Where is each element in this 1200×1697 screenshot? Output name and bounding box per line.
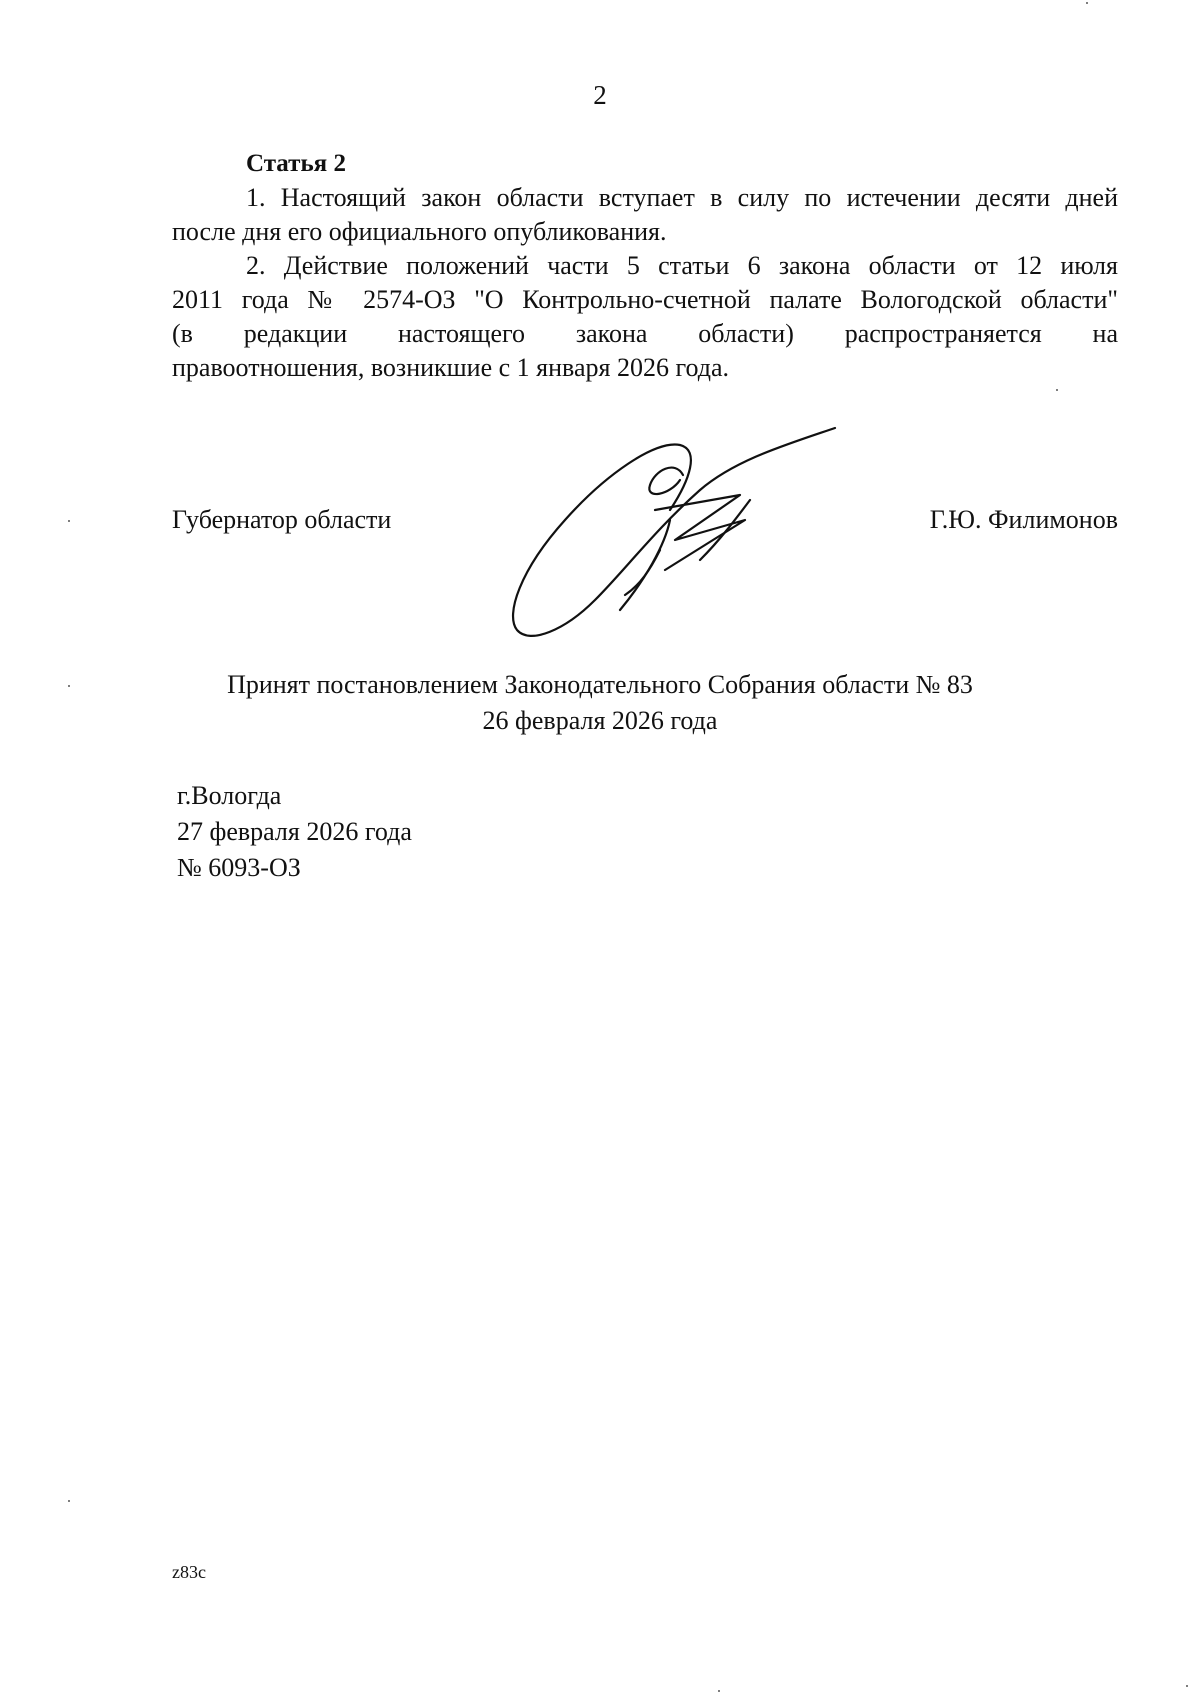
article-paragraph-2 bbox=[172, 249, 1118, 385]
adoption-line-2: 26 февраля 2026 года bbox=[482, 706, 718, 735]
signing-date: 27 февраля 2026 года bbox=[177, 817, 412, 846]
paragraph-1-line-1: 1. Настоящий закон области вступает в силу по истечении десяти дней bbox=[246, 183, 1118, 212]
governor-title: Губернатор области bbox=[172, 505, 392, 534]
law-number: № 6093-ОЗ bbox=[177, 853, 301, 882]
paragraph-2-line-2: 2011 года № 2574-ОЗ "О Контрольно-счетной палате Вологодской области" bbox=[172, 285, 1118, 314]
article-title: Статья 2 bbox=[246, 150, 346, 177]
scan-speck bbox=[1086, 2, 1088, 4]
scan-speck bbox=[718, 1690, 720, 1692]
article-paragraph-1 bbox=[172, 181, 1118, 249]
scan-speck bbox=[68, 1500, 70, 1502]
adoption-line-1: Принят постановлением Законодательного Собрания области № 83 bbox=[227, 670, 973, 699]
footer-code: z83c bbox=[172, 1562, 206, 1582]
place-date-block bbox=[177, 778, 412, 886]
scan-speck bbox=[1186, 1685, 1188, 1687]
city: г.Вологда bbox=[177, 781, 282, 810]
paragraph-2-line-4: правоотношения, возникшие с 1 января 2026 года. bbox=[172, 353, 730, 382]
paragraph-2-line-1: 2. Действие положений части 5 статьи 6 закона области от 12 июля bbox=[246, 251, 1118, 280]
handwritten-signature bbox=[505, 420, 845, 645]
paragraph-2-line-3: (в редакции настоящего закона области) распространяется на bbox=[172, 319, 1118, 348]
scan-speck bbox=[1056, 389, 1058, 391]
paragraph-1-line-2: после дня его официального опубликования. bbox=[172, 217, 667, 246]
adoption-note bbox=[0, 667, 1200, 739]
scan-speck bbox=[68, 520, 70, 522]
scan-speck bbox=[68, 685, 70, 687]
page-number: 2 bbox=[593, 80, 607, 110]
article-2 bbox=[172, 147, 1118, 385]
governor-name: Г.Ю. Филимонов bbox=[929, 505, 1118, 534]
